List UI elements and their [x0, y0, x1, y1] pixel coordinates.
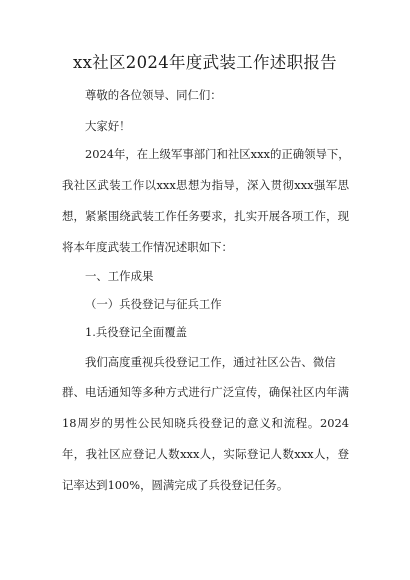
paragraph-2-line-2: 群、电话通知等多种方式进行广泛宣传，确保社区内年满 — [62, 385, 349, 399]
paragraph-1-line-3: 想，紧紧围绕武装工作任务要求，扎实开展各项工作，现 — [62, 209, 349, 223]
document-title: xx社区2024年度武装工作述职报告 — [72, 53, 337, 72]
paragraph-1-line-2: 我社区武装工作以xxx思想为指导，深入贯彻xxx强军思 — [62, 178, 349, 192]
paragraph-1-line-1: 2024年，在上级军事部门和社区xxx的正确领导下， — [85, 147, 350, 161]
paragraph-2-line-3: 18周岁的男性公民知晓兵役登记的意义和流程。2024 — [62, 416, 349, 430]
section-heading: 一、工作成果 — [85, 269, 154, 283]
salutation: 尊敬的各位领导、同仁们： — [85, 88, 222, 102]
paragraph-1-line-4: 将本年度武装工作情况述职如下： — [62, 240, 233, 254]
paragraph-2-line-1: 我们高度重视兵役登记工作，通过社区公告、微信 — [85, 355, 336, 369]
paragraph-2-line-5: 记率达到100%，圆满完成了兵役登记任务。 — [62, 478, 289, 492]
greeting: 大家好！ — [85, 119, 131, 133]
item-heading: 1.兵役登记全面覆盖 — [85, 325, 187, 339]
paragraph-2-line-4: 年，我社区应登记人数xxx人，实际登记人数xxx人，登 — [62, 447, 349, 461]
subsection-heading: （一）兵役登记与征兵工作 — [85, 297, 222, 311]
